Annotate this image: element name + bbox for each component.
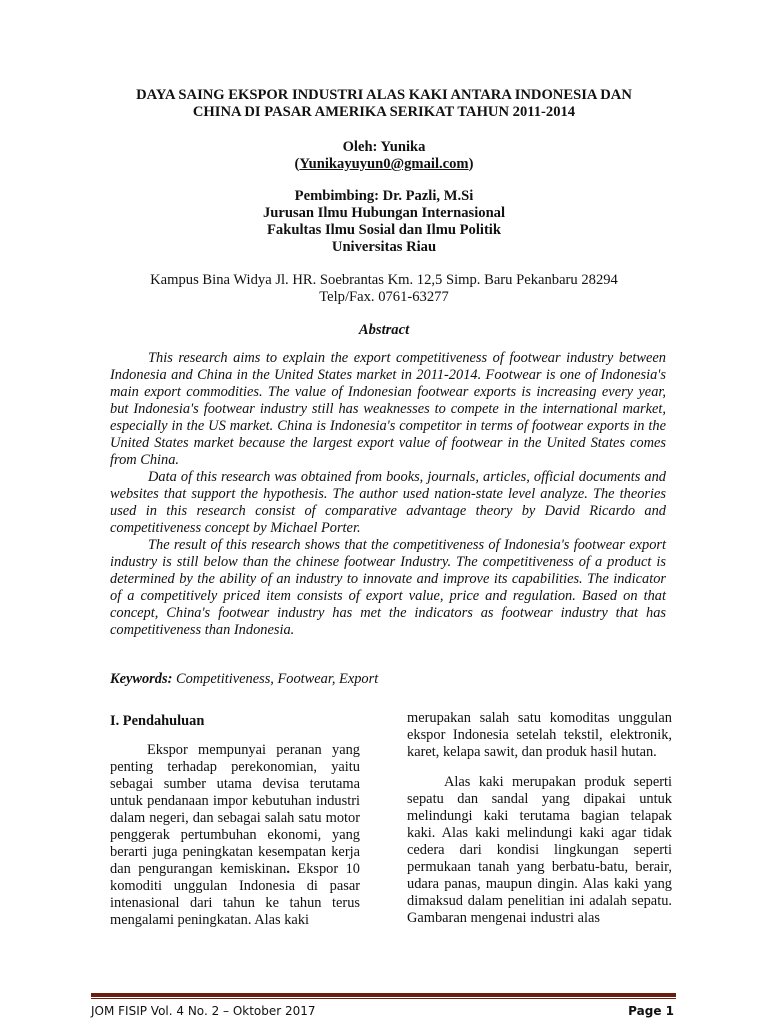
author-block: [96, 139, 672, 173]
title-line-2: CHINA DI PASAR AMERIKA SERIKAT TAHUN 2011-2014: [192, 104, 576, 120]
email-paren-open: (: [294, 156, 300, 172]
paper-title: [96, 87, 672, 121]
footer-page-number: Page 1: [628, 1004, 674, 1018]
author-name: Oleh: Yunika: [342, 139, 426, 155]
abstract-body: [110, 350, 666, 639]
department: Jurusan Ilmu Hubungan Internasional: [262, 205, 506, 221]
left-column: [110, 713, 360, 929]
author-email-link[interactable]: Yunikayuyun0@gmail.com: [299, 156, 469, 172]
title-line-1: DAYA SAING EKSPOR INDUSTRI ALAS KAKI ANTARA INDONESIA DAN: [136, 87, 632, 103]
address-block: [96, 272, 672, 306]
author-email-line: [96, 156, 672, 173]
address-line-2: Telp/Fax. 0761-63277: [319, 289, 449, 305]
abstract-heading: Abstract: [358, 322, 410, 338]
affiliation-block: [96, 188, 672, 256]
section-heading: I. Pendahuluan: [110, 713, 205, 729]
intro-text-rest: Ekspor 10 komoditi unggulan Indonesia di pasar intenasional dari tahun ke tahun terus mengalami peningkatan. Alas kaki: [110, 861, 361, 928]
right-column: [407, 710, 672, 927]
abstract-paragraph-1: This research aims to explain the export competitiveness of footwear industry between Indonesia and China in the United States market in 2011-2014. Footwear is one of Indonesia's main export commodities. The value of Indonesian footwear exports is increasing every year, but Indonesia's footwear industry still has weaknesses to compete in the international market, especially in the US market. China is Indonesia's competitor in terms of footwear exports in the United States market because the largest export value of footwear in the United States comes from China.: [110, 350, 666, 468]
keywords-value: Competitiveness, Footwear, Export: [175, 671, 379, 687]
keywords-label: Keywords:: [110, 671, 173, 687]
footer-rule-thin: [91, 998, 676, 999]
university: Universitas Riau: [331, 239, 437, 255]
intro-paragraph-right-1: merupakan salah satu komoditas unggulan ekspor Indonesia setelah tekstil, elektronik, karet, kelapa sawit, dan produk hasil hutan.: [407, 710, 672, 760]
intro-paragraph-left: [110, 742, 360, 929]
supervisor: Pembimbing: Dr. Pazli, M.Si: [294, 188, 474, 204]
footer-journal: JOM FISIP Vol. 4 No. 2 – Oktober 2017: [91, 1004, 316, 1018]
intro-text-main: Ekspor mempunyai peranan yang penting terhadap perekonomian, yaitu sebagai sumber utama devisa terutama untuk pendanaan impor kebutuhan industri dalam negeri, dan sebagai salah satu motor penggerak pertumbuhan ekonomi, yang berarti juga peningkatan kesempatan kerja dan pengurangan kemiskinan: [110, 742, 360, 877]
intro-paragraph-right-2: Alas kaki merupakan produk seperti sepatu dan sandal yang dipakai untuk melindungi kaki terutama bagian telapak kaki. Alas kaki melindungi kaki agar tidak cedera dari kondisi lingkungan seperti permukaan tanah yang berbatu-batu, berair, udara panas, maupun dingin. Alas kaki yang dimaksud dalam penelitian ini adalah sepatu. Gambaran mengenai industri alas: [407, 774, 672, 926]
intro-bold-dot: .: [286, 861, 290, 877]
email-paren-close: ): [468, 156, 474, 172]
footer-rule: [91, 993, 676, 997]
abstract-paragraph-3: The result of this research shows that the competitiveness of Indonesia's footwear export industry is still below than the chinese footwear Industry. The competitiveness of a product is determined by the ability of an industry to innovate and improve its capabilities. The indicator of a competitively priced item consists of export value, price and regulation. Based on that concept, China's footwear industry has met the indicators as footwear industry that has competitiveness than Indonesia.: [110, 537, 666, 638]
abstract-paragraph-2: Data of this research was obtained from books, journals, articles, official documents and websites that support the hypothesis. The author used nation-state level analyze. The theories used in this research consist of comparative advantage theory by David Ricardo and competitiveness concept by Michael Porter.: [110, 469, 666, 536]
keywords: [110, 671, 378, 688]
address-line-1: Kampus Bina Widya Jl. HR. Soebrantas Km. 12,5 Simp. Baru Pekanbaru 28294: [150, 272, 618, 288]
faculty: Fakultas Ilmu Sosial dan Ilmu Politik: [267, 222, 501, 238]
